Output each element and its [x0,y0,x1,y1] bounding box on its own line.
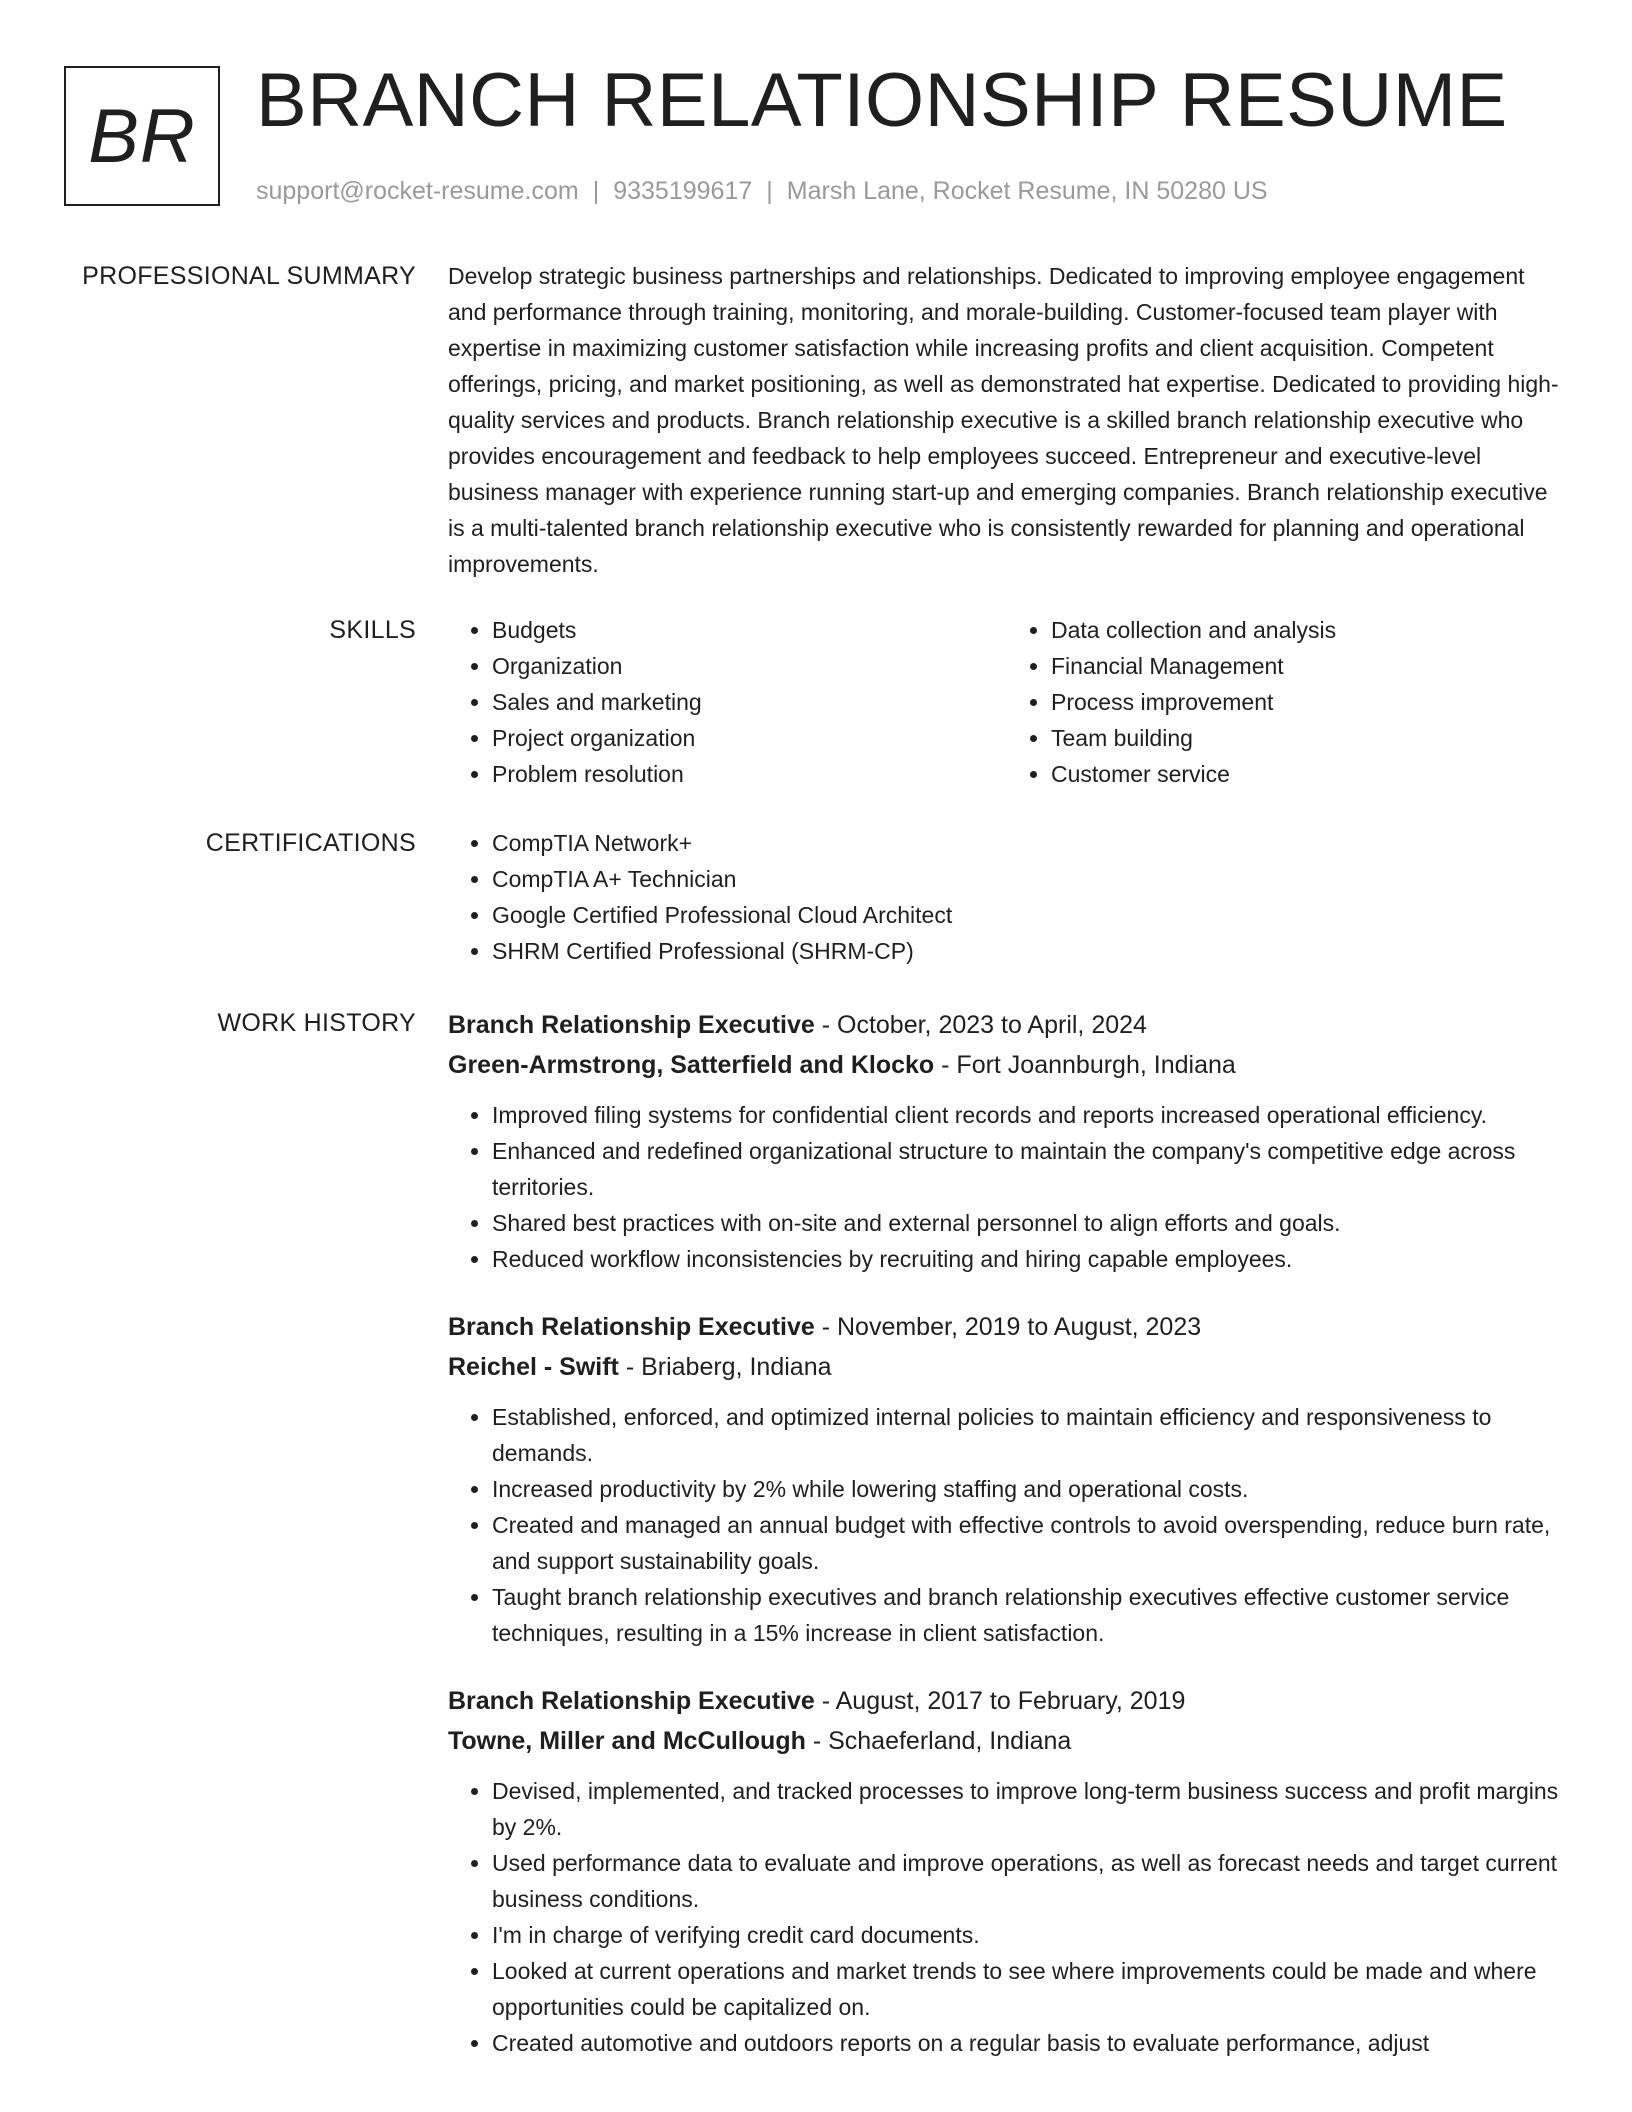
list-item: • Increased productivity by 2% while lowering staffing and operational costs. [492,1471,1566,1507]
list-item: • Financial Management [1051,648,1566,684]
list-item: • I'm in charge of verifying credit card documents. [492,1917,1566,1953]
job-dates: - August, 2017 to February, 2019 [814,1687,1186,1715]
job-company: Reichel - Swift [448,1353,619,1381]
job-location: - Fort Joannburgh, Indiana [934,1051,1236,1079]
skills-list-right [1007,612,1566,792]
list-item: • SHRM Certified Professional (SHRM-CP) [492,933,1566,969]
list-item: • Devised, implemented, and tracked processes to improve long-term business success and profit margins by 2%. [492,1773,1566,1845]
job-entry [448,1005,1566,1277]
job-bullets [448,1399,1566,1651]
job-company-line [448,1045,1566,1085]
job-location: - Schaeferland, Indiana [805,1727,1072,1755]
job-entry [448,1681,1566,2061]
list-item: • Sales and marketing [492,684,1007,720]
list-item: • Google Certified Professional Cloud Architect [492,897,1566,933]
skills-list-left [448,612,1007,792]
job-dates: - November, 2019 to August, 2023 [814,1313,1202,1341]
summary-label: PROFESSIONAL SUMMARY [82,262,416,290]
list-item: • Used performance data to evaluate and improve operations, as well as forecast needs and target current business conditions. [492,1845,1566,1917]
job-company: Green-Armstrong, Satterfield and Klocko [448,1051,935,1079]
summary-body [448,258,1566,582]
certifications-label: CERTIFICATIONS [205,829,416,857]
contact-address: Marsh Lane, Rocket Resume, IN 50280 US [786,177,1268,205]
job-title: Branch Relationship Executive [448,1313,815,1341]
job-title-line [448,1005,1566,1045]
work-history-label: WORK HISTORY [217,1009,416,1037]
job-dates: - October, 2023 to April, 2024 [814,1011,1147,1039]
contact-email: support@rocket-resume.com [256,177,579,205]
list-item: • Reduced workflow inconsistencies by recruiting and hiring capable employees. [492,1241,1566,1277]
list-item: • CompTIA A+ Technician [492,861,1566,897]
certifications-body [448,825,1566,969]
list-item: • CompTIA Network+ [492,825,1566,861]
job-company-line [448,1721,1566,1761]
list-item: • Process improvement [1051,684,1566,720]
list-item: • Team building [1051,720,1566,756]
contact-phone: 9335199617 [613,177,753,205]
list-item: • Created automotive and outdoors reports on a regular basis to evaluate performance, adjust [492,2025,1566,2061]
job-title: Branch Relationship Executive [448,1011,815,1039]
job-entry [448,1307,1566,1651]
list-item: • Taught branch relationship executives and branch relationship executives effective customer service techniques, resulting in a 15% increase in client satisfaction. [492,1579,1566,1651]
work-history-body [448,1005,1566,2061]
list-item: • Established, enforced, and optimized internal policies to maintain efficiency and responsiveness to demands. [492,1399,1566,1471]
contact-separator: | [592,177,600,205]
list-item: • Data collection and analysis [1051,612,1566,648]
list-item: • Problem resolution [492,756,1007,792]
list-item: • Looked at current operations and market trends to see where improvements could be made and where opportunities could be capitalized on. [492,1953,1566,2025]
summary-text: Develop strategic business partnerships and relationships. Dedicated to improving employee engagement and performance through training, monitoring, and morale-building. Customer-focused team player with expertise in maximizing customer satisfaction while increasing profits and client acquisition. Competent offerings, pricing, and market positioning, as well as demonstrated hat expertise. Dedicated to providing high-quality services and products. Branch relationship executive is a skilled branch relationship executive who provides encouragement and feedback to help employees succeed. Entrepreneur and executive-level business manager with experience running start-up and emerging companies. Branch relationship executive is a multi-talented branch relationship executive who is consistently rewarded for planning and operational improvements. [448,263,1559,577]
skills-label: SKILLS [329,616,416,644]
job-company-line [448,1347,1566,1387]
job-bullets [448,1097,1566,1277]
job-company: Towne, Miller and McCullough [448,1727,806,1755]
list-item: • Enhanced and redefined organizational structure to maintain the company's competitive edge across territories. [492,1133,1566,1205]
certifications-list [448,825,1566,969]
monogram-logo: BR [64,66,220,206]
list-item: • Shared best practices with on-site and external personnel to align efforts and goals. [492,1205,1566,1241]
list-item: • Created and managed an annual budget with effective controls to avoid overspending, reduce burn rate, and support sustainability goals. [492,1507,1566,1579]
job-title: Branch Relationship Executive [448,1687,815,1715]
list-item: • Organization [492,648,1007,684]
list-item: • Budgets [492,612,1007,648]
job-location: - Briaberg, Indiana [618,1353,832,1381]
job-bullets [448,1773,1566,2061]
contact-line [256,174,1268,208]
job-title-line [448,1307,1566,1347]
list-item: • Improved filing systems for confidential client records and reports increased operational efficiency. [492,1097,1566,1133]
job-title-line [448,1681,1566,1721]
list-item: • Customer service [1051,756,1566,792]
page-title: BRANCH RELATIONSHIP RESUME [256,58,1508,143]
list-item: • Project organization [492,720,1007,756]
skills-body [448,612,1566,792]
contact-separator: | [766,177,773,205]
